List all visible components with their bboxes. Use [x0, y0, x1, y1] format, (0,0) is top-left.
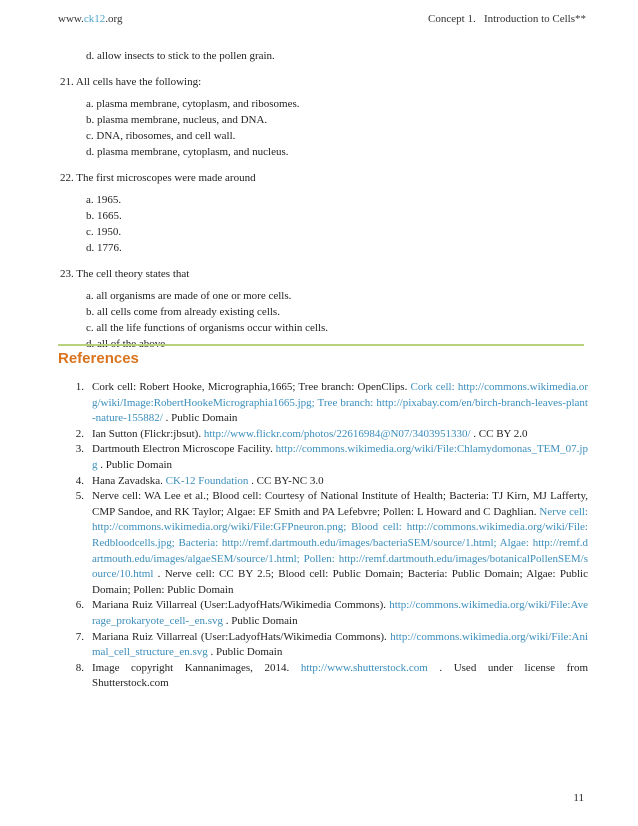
reference-text: . Public Domain [162, 412, 238, 425]
reference-text: . Public Domain [97, 458, 173, 471]
site-prefix: www. [58, 13, 84, 25]
question-option: d. 1776. [86, 242, 122, 254]
reference-number: 7. [75, 630, 84, 643]
reference-text: Mariana Ruiz Villarreal (User:LadyofHats/Wikimedia Commons). [92, 630, 391, 643]
question-option: c. 1950. [86, 226, 122, 238]
question-option: c. DNA, ribosomes, and cell wall. [86, 130, 236, 142]
reference-item [66, 598, 588, 629]
reference-text: Ian Sutton (Flickr:jbsut). [92, 427, 204, 440]
reference-link[interactable]: Cork cell: http://commons.wikimedia.org/wiki/Image:RobertHookeMicrographia1665.jpg; Tree branch: http://pixabay.com/en/birch-branch-leaves-plant-nature-155882/ [92, 381, 588, 425]
question-option: a. plasma membrane, cytoplasm, and ribosomes. [86, 98, 300, 110]
reference-number: 1. [75, 381, 84, 393]
reference-number: 8. [75, 661, 84, 674]
reference-number: 5. [75, 490, 84, 503]
site-name[interactable]: ck12 [83, 13, 106, 25]
header-site [58, 13, 122, 25]
question-stem: 23. The cell theory states that [60, 268, 190, 280]
reference-text: Dartmouth Electron Microscope Facility. [92, 443, 276, 456]
reference-text: Hana Zavadska. [92, 474, 166, 487]
reference-number: 2. [75, 427, 84, 440]
question-option: d. all of the above [86, 338, 166, 350]
references-heading: References [58, 350, 139, 367]
question-option: a. all organisms are made of one or more cells. [86, 290, 292, 302]
reference-text: Nerve cell: WA Lee et al.; Blood cell: Courtesy of National Institute of Health; Bacteria: TJ Kirn, MJ Lafferty, CMP Sandoe, and RK Taylor; Algae: EF Smith and PA Lefebvre; Pollen: L Howard and C Daghlian. [92, 490, 588, 518]
question-option: a. 1965. [86, 194, 122, 206]
site-suffix: .org [105, 13, 123, 25]
question-22 [60, 170, 590, 256]
reference-item [66, 427, 588, 443]
reference-item [66, 661, 588, 692]
reference-item [66, 380, 588, 427]
reference-text: . CC BY 2.0 [470, 427, 528, 440]
reference-link[interactable]: CK-12 Foundation [165, 474, 249, 487]
references-list [66, 380, 588, 692]
question-option: b. plasma membrane, nucleus, and DNA. [86, 114, 268, 126]
reference-link[interactable]: Nerve cell: http://commons.wikimedia.org/wiki/File:GFPneuron.png; Blood cell: http://commons.wikimedia.org/wiki/File:Redbloodcells.jpg; Bacteria: http://remf.dartmouth.edu/images/bacteriaSEM/source/1.html; Algae: http://remf.dartmouth.edu/images/algaeSEM/source/1.html; Pollen: http://remf.dartmouth.edu/images/botanicalPollenSEM/source/10.html [92, 505, 588, 581]
reference-text: Image copyright Kannanimages, 2014. [92, 661, 301, 674]
reference-number: 4. [75, 474, 84, 487]
reference-number: 6. [75, 599, 84, 612]
question-option: b. 1665. [86, 210, 122, 222]
reference-link[interactable]: http://www.shutterstock.com [300, 661, 428, 674]
reference-text: . Nerve cell: CC BY 2.5; Blood cell: Public Domain; Bacteria: Public Domain; Algae: Public Domain; Pollen: Public Domain [92, 568, 588, 596]
reference-link[interactable]: http://commons.wikimedia.org/wiki/File:Chlamydomonas_TEM_07.jpg [92, 443, 588, 471]
reference-text: . Used under license from Shutterstock.com [92, 661, 589, 690]
page-number: 11 [573, 792, 584, 804]
reference-item [66, 489, 588, 598]
reference-link[interactable]: http://commons.wikimedia.org/wiki/File:Average_prokaryote_cell-_en.svg [92, 599, 588, 627]
reference-text: . Public Domain [207, 646, 283, 659]
question-21 [60, 74, 590, 160]
reference-text: . Public Domain [223, 614, 298, 627]
question-option: b. all cells come from already existing cells. [86, 306, 280, 318]
question-stem: 21. All cells have the following: [60, 76, 202, 88]
reference-number: 3. [75, 443, 84, 456]
reference-item [66, 630, 588, 661]
reference-item [66, 442, 588, 473]
question-section [60, 48, 590, 352]
reference-text: . CC BY-NC 3.0 [248, 474, 324, 487]
reference-link[interactable]: http://www.flickr.com/photos/22616984@N07/3403951330/ [203, 427, 471, 440]
reference-link[interactable]: http://commons.wikimedia.org/wiki/File:Animal_cell_structure_en.svg [92, 630, 588, 659]
section-divider [58, 344, 584, 346]
question-stem: 22. The first microscopes were made around [60, 172, 256, 184]
question-option: d. allow insects to stick to the pollen grain. [86, 50, 275, 62]
header-chapter: Concept 1. Introduction to Cells** [428, 13, 586, 25]
reference-text: Mariana Ruiz Villarreal (User:LadyofHats/Wikimedia Commons). [92, 599, 390, 612]
reference-item [66, 474, 588, 490]
question-23 [60, 266, 590, 352]
reference-text: Cork cell: Robert Hooke, Micrographia,1665; Tree branch: OpenClips. [92, 381, 411, 393]
question-option: c. all the life functions of organisms occur within cells. [86, 322, 329, 334]
question-option: d. plasma membrane, cytoplasm, and nucleus. [86, 146, 289, 158]
